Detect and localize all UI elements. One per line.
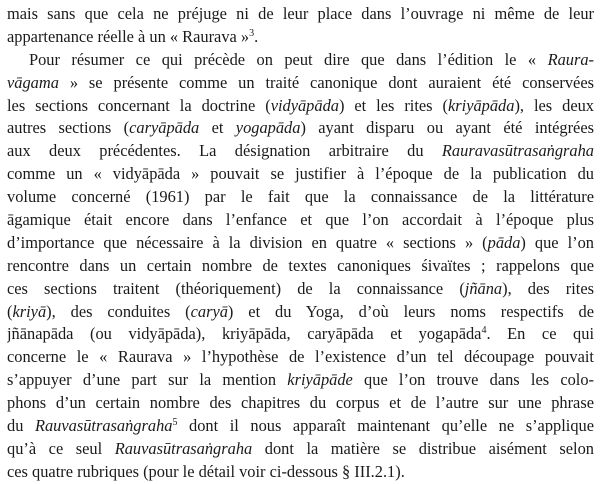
italic-term: vāgama bbox=[7, 72, 59, 92]
text-run: ces sections traitent (théoriquement) de la connaissance ( bbox=[7, 278, 465, 298]
footnote-ref: 3 bbox=[249, 27, 255, 39]
italic-term: Rauravasūtrasaṅgraha bbox=[441, 141, 594, 161]
text-run: Pour résumer ce qui précède on peut dire que dans l’édition le « bbox=[29, 49, 548, 69]
italic-term: yogapāda bbox=[235, 118, 301, 138]
text-line bbox=[7, 232, 594, 255]
text-line bbox=[7, 117, 594, 140]
text-line bbox=[7, 72, 594, 95]
text-line bbox=[7, 49, 594, 72]
text-run: s’appuyer d’une part sur la mention bbox=[7, 370, 288, 390]
text-run: les sections concernant la doctrine ( bbox=[7, 95, 271, 115]
text-run: qu’à ce seul bbox=[7, 438, 115, 458]
text-run: comme un « vidyāpāda » pouvait se justifier à l’époque de la publication du bbox=[7, 164, 594, 184]
text-line bbox=[7, 209, 594, 232]
footnote-ref: 5 bbox=[172, 417, 178, 429]
text-run: ) que l’on bbox=[520, 232, 594, 252]
text-run: du bbox=[7, 416, 35, 436]
text-line bbox=[7, 140, 594, 163]
text-run: concerne le « Raurava » l’hypothèse de l’existence d’un tel découpage pouvait bbox=[7, 347, 594, 367]
italic-term: kriyāpāda bbox=[447, 95, 515, 115]
text-line bbox=[7, 346, 594, 369]
text-run: . En ce qui bbox=[486, 324, 594, 344]
paragraph-p2 bbox=[7, 49, 594, 484]
paragraph-p1 bbox=[7, 3, 594, 49]
text-line bbox=[7, 392, 594, 415]
text-line bbox=[7, 255, 594, 278]
italic-term: Rauvasūtrasaṅgraha bbox=[114, 438, 253, 458]
italic-term: caryāpāda bbox=[129, 118, 200, 138]
text-line bbox=[7, 415, 594, 438]
text-line bbox=[7, 369, 594, 392]
text-run: phons d’un certain nombre des chapitres du corpus et de l’autre sur une phrase bbox=[7, 393, 594, 413]
text-run: ), des conduites ( bbox=[46, 301, 191, 321]
text-line bbox=[7, 323, 594, 346]
footnote-ref: 4 bbox=[481, 325, 487, 337]
text-run: ) et les rites ( bbox=[338, 95, 448, 115]
text-run: » se présente comme un traité canonique dont auraient été conservées bbox=[58, 72, 594, 92]
text-line bbox=[7, 95, 594, 118]
text-line bbox=[7, 301, 594, 324]
text-line bbox=[7, 461, 594, 484]
text-run: dont il nous apparaît maintenant qu’elle ne s’applique bbox=[177, 416, 594, 436]
text-line bbox=[7, 163, 594, 186]
text-run: ), les deux bbox=[514, 95, 594, 115]
text-run: aux deux précédentes. La désignation arbitraire du bbox=[7, 141, 442, 161]
italic-term: pāda bbox=[487, 232, 521, 252]
text-run: ) ayant disparu ou ayant été intégrées bbox=[300, 118, 594, 138]
text-run: et bbox=[199, 118, 236, 138]
text-run: d’importance que nécessaire à la division en quatre « sections » ( bbox=[7, 232, 488, 252]
text-run: que l’on trouve dans les colo- bbox=[352, 370, 594, 390]
text-run: ), des rites bbox=[502, 278, 594, 298]
text-run: āgamique était encore dans l’enfance et que l’on accordait à l’époque plus bbox=[7, 210, 594, 230]
text-line bbox=[7, 438, 594, 461]
italic-term: kriyāpāde bbox=[287, 370, 353, 390]
text-run: dont la matière se distribue aisément selon bbox=[252, 438, 594, 458]
text-line bbox=[7, 186, 594, 209]
italic-term: vidyāpāda bbox=[270, 95, 339, 115]
text-run: ( bbox=[7, 301, 13, 321]
italic-term: kriyā bbox=[12, 301, 47, 321]
text-run: ) et du Yoga, d’où leurs noms respectifs de bbox=[227, 301, 594, 321]
italic-term: Rauvasūtrasaṅgraha bbox=[34, 416, 173, 436]
text-run: jñānapāda (ou vidyāpāda), kriyāpāda, caryāpāda et yogapāda bbox=[7, 324, 482, 344]
text-line bbox=[7, 26, 594, 49]
text-line bbox=[7, 3, 594, 26]
text-run: appartenance réelle à un « Raurava » bbox=[7, 26, 250, 46]
text-run: volume concerné (1961) par le fait que la connaissance de la littérature bbox=[7, 187, 594, 207]
text-run: rencontre dans un certain nombre de textes canoniques śivaïtes ; rappelons que bbox=[7, 255, 594, 275]
text-line bbox=[7, 278, 594, 301]
text-run: . bbox=[254, 26, 259, 46]
italic-term: Raura- bbox=[547, 49, 594, 69]
italic-term: jñāna bbox=[464, 278, 503, 298]
text-run: mais sans que cela ne préjuge ni de leur place dans l’ouvrage ni même de leur bbox=[7, 4, 594, 23]
italic-term: caryā bbox=[190, 301, 228, 321]
text-run: autres sections ( bbox=[7, 118, 130, 138]
text-run: ces quatre rubriques (pour le détail voir ci-dessous § III.2.1). bbox=[7, 461, 405, 481]
